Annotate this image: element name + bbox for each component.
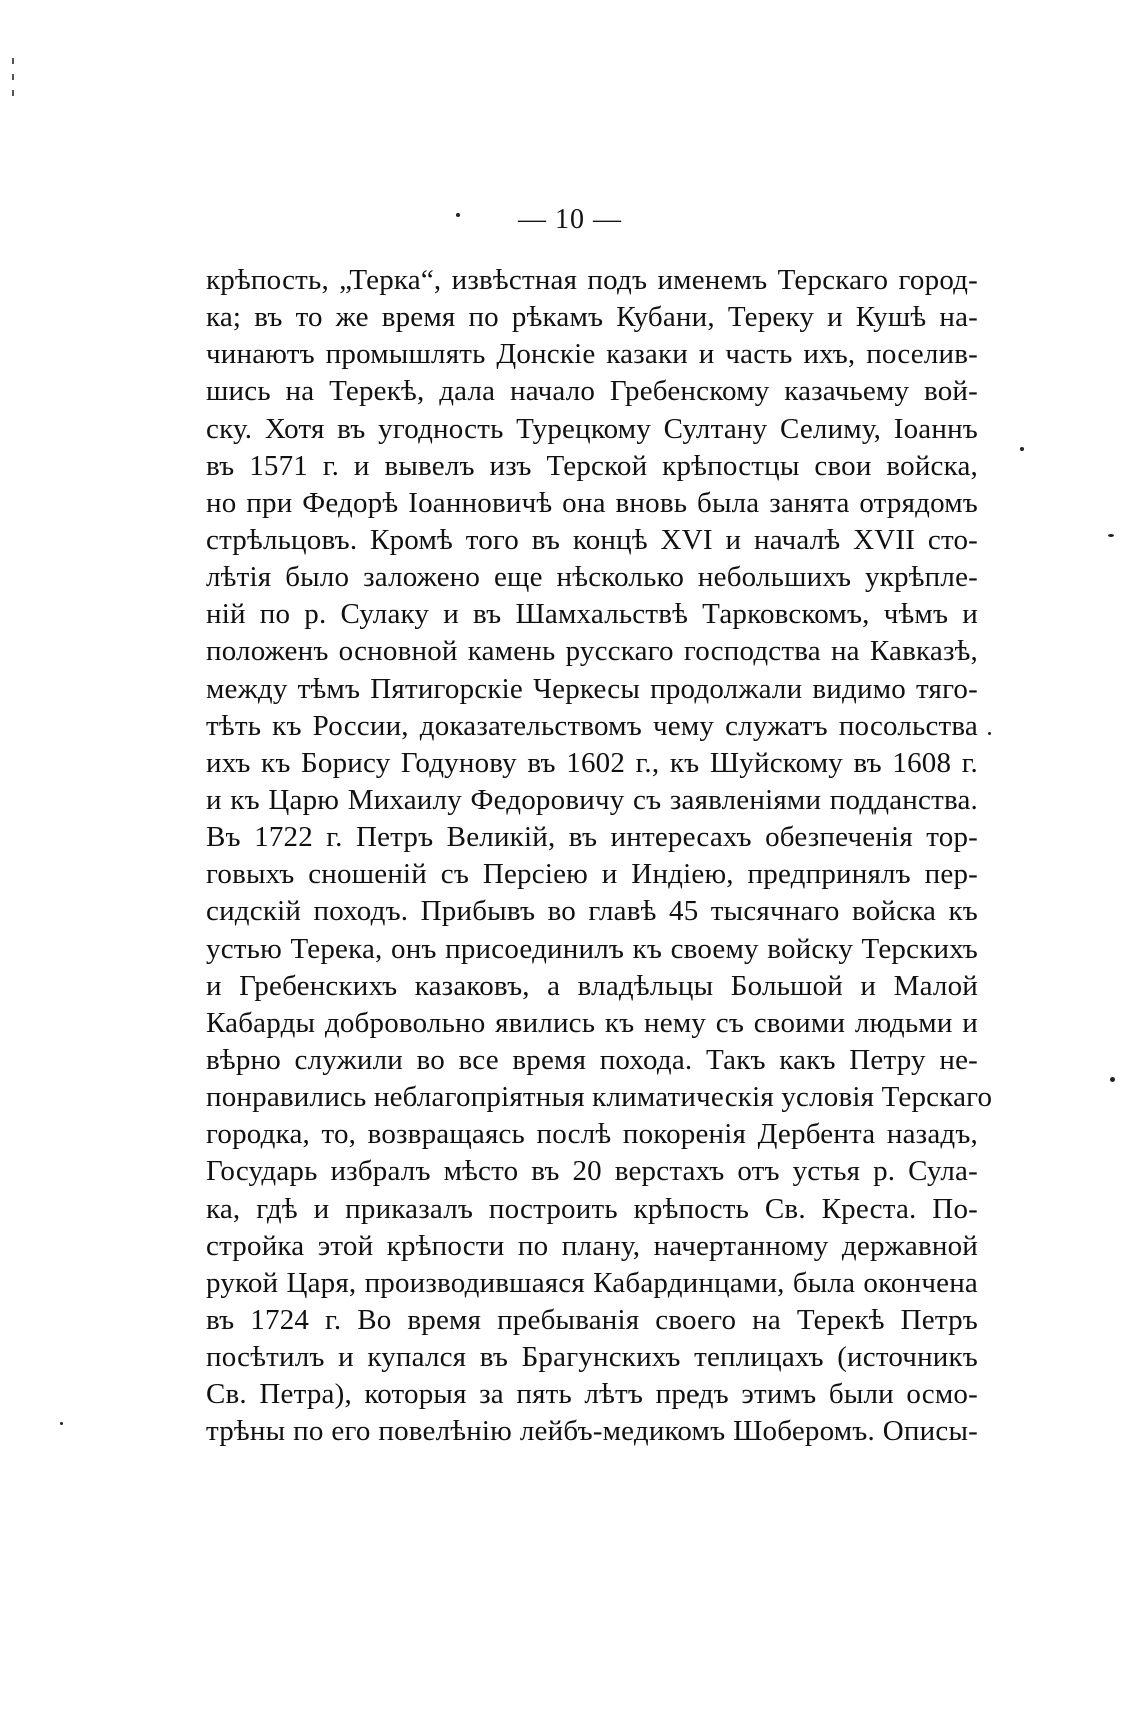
- text-line: устью Терека, онъ присоединилъ къ своему войску Терскихъ: [206, 932, 978, 965]
- text-line: городка, то, возвращаясь послѣ покоренія Дербента назадъ,: [206, 1118, 978, 1151]
- print-speck: [988, 732, 991, 735]
- text-line: ка, гдѣ и приказалъ построить крѣпость Св. Креста. По-: [206, 1192, 978, 1225]
- text-line: крѣпость, „Терка“, извѣстная подъ именемъ Терскаго город-: [206, 264, 978, 296]
- margin-scratch: [12, 58, 14, 64]
- print-speck: [1110, 1077, 1115, 1082]
- text-line: Государь избралъ мѣсто въ 20 верстахъ отъ устья р. Сула-: [206, 1155, 978, 1188]
- text-line: вѣрно служили во все время похода. Такъ какъ Петру не-: [206, 1043, 978, 1076]
- text-line: понравились неблагопріятныя климатическія условія Терскаго: [206, 1081, 993, 1114]
- text-line: стройка этой крѣпости по плану, начертанному державной: [206, 1229, 978, 1262]
- text-line: сидскій походъ. Прибывъ во главѣ 45 тысячнаго войска къ: [206, 895, 978, 928]
- text-line: Св. Петра), которыя за пять лѣтъ предъ этимъ были осмо-: [206, 1378, 978, 1411]
- page-number: — 10 —: [518, 204, 622, 235]
- text-line: и Гребенскихъ казаковъ, а владѣльцы Большой и Малой: [206, 969, 978, 1002]
- print-speck: [1020, 447, 1024, 451]
- text-line: въ 1724 г. Во время пребыванія своего на Терекѣ Петръ: [206, 1303, 978, 1336]
- text-line: ску. Хотя въ угодность Турецкому Султану Селиму, Іоаннъ: [206, 412, 978, 445]
- text-line: говыхъ сношеній съ Персіею и Индіею, предпринялъ пер-: [206, 858, 978, 891]
- text-line: Въ 1722 г. Петръ Великій, въ интересахъ обезпеченія тор-: [206, 821, 978, 854]
- text-line: но при Федорѣ Іоанновичѣ она вновь была занята отрядомъ: [206, 486, 978, 519]
- print-speck: [60, 1422, 63, 1425]
- margin-scratch: [12, 74, 14, 80]
- text-line: посѣтилъ и купался въ Брагунскихъ теплицахъ (источникъ: [206, 1341, 978, 1374]
- text-line: и къ Царю Михаилу Федоровичу съ заявленіями подданства.: [206, 783, 978, 816]
- body-text: [206, 262, 993, 1451]
- text-line: Кабарды добровольно явились къ нему съ своими людьми и: [206, 1006, 978, 1039]
- text-line: между тѣмъ Пятигорскіе Черкесы продолжали видимо тяго-: [206, 672, 978, 705]
- text-line: тѣть къ России, доказательствомъ чему служатъ посольства: [206, 709, 978, 742]
- print-speck: [1108, 534, 1114, 537]
- margin-scratch: [12, 90, 14, 96]
- text-line: ихъ къ Борису Годунову въ 1602 г., къ Шуйскому въ 1608 г.: [206, 746, 978, 779]
- text-line: трѣны по его повелѣнію лейбъ-медикомъ Шоберомъ. Описы-: [206, 1415, 978, 1448]
- text-line: рукой Царя, производившаяся Кабардинцами, была окончена: [206, 1266, 978, 1299]
- text-line: шись на Терекѣ, дала начало Гребенскому казачьему вой-: [206, 375, 978, 408]
- text-line: ній по р. Сулаку и въ Шамхальствѣ Тарковскомъ, чѣмъ и: [206, 598, 978, 631]
- text-line: ка; въ то же время по рѣкамъ Кубани, Тереку и Кушѣ на-: [206, 301, 978, 334]
- text-line: положенъ основной камень русскаго господства на Кавказѣ,: [206, 635, 978, 668]
- text-line: лѣтія было заложено еще нѣсколько небольшихъ укрѣпле-: [206, 561, 978, 594]
- text-line: въ 1571 г. и вывелъ изъ Терской крѣпостцы свои войска,: [206, 449, 978, 482]
- text-line: чинаютъ промышлять Донскіе казаки и часть ихъ, поселив-: [206, 338, 978, 371]
- text-line: стрѣльцовъ. Кромѣ того въ концѣ XVI и началѣ XVII сто-: [206, 523, 978, 556]
